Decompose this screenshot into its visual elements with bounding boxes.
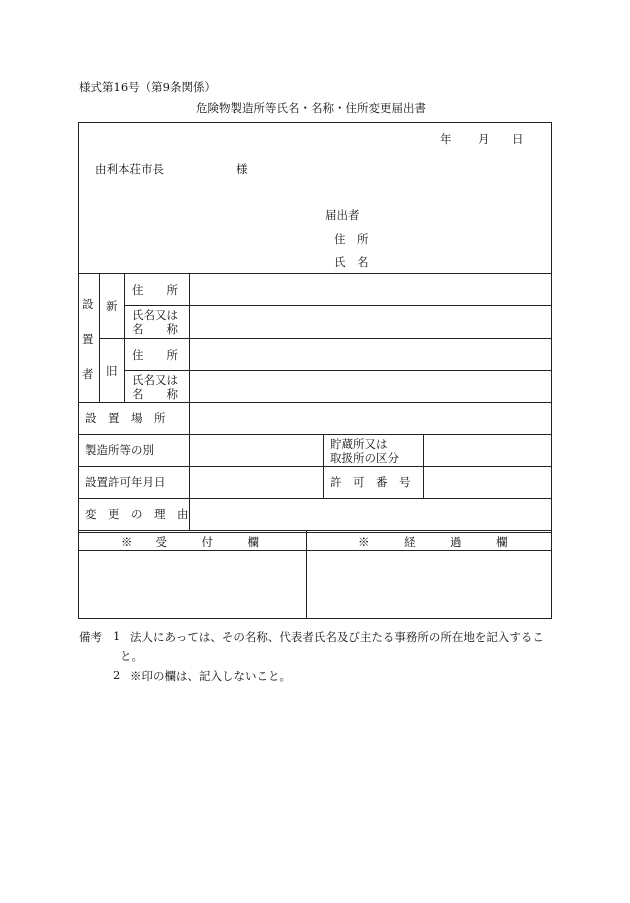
permit-date-label: 設置許可年月日	[85, 475, 166, 489]
new-label: 新	[106, 299, 118, 313]
vline-reception	[306, 531, 307, 619]
divider-installer	[78, 402, 552, 403]
divider-new-old	[99, 338, 552, 339]
reception-label: ※ 受 付 欄	[121, 535, 259, 549]
progress-label: ※ 経 過 欄	[358, 535, 508, 549]
applicant-address-label: 住 所	[334, 232, 369, 246]
new-name-label-1: 氏名又は	[132, 308, 178, 322]
addressee-honorific: 様	[236, 162, 248, 176]
permit-number-label: 許 可 番 号	[330, 475, 411, 489]
vline-newold	[124, 273, 125, 402]
installer-char-1: 設	[82, 297, 94, 311]
date-day-label: 日	[512, 132, 524, 146]
vline-installer	[99, 273, 100, 402]
old-name-label-2: 名 称	[132, 387, 178, 401]
old-address-label: 住 所	[132, 348, 178, 362]
new-address-label: 住 所	[132, 283, 178, 297]
old-name-label-1: 氏名又は	[132, 373, 178, 387]
date-month-label: 月	[478, 132, 490, 146]
divider-header	[78, 273, 552, 274]
remarks-label: 備考	[79, 630, 102, 644]
storage-label-1: 貯蔵所又は	[330, 437, 388, 451]
remarks-item-1-number: 1	[113, 629, 121, 643]
reason-label: 変 更 の 理 由	[85, 507, 189, 521]
divider-double	[78, 530, 552, 533]
new-name-label-2: 名 称	[132, 322, 178, 336]
divider-location	[78, 434, 552, 435]
remarks-item-1-line-2: と。	[120, 649, 143, 663]
form-number: 様式第16号（第9条関係）	[79, 80, 216, 94]
applicant-label: 届出者	[325, 208, 360, 222]
date-year-label: 年	[440, 132, 452, 146]
installer-char-3: 者	[82, 367, 94, 381]
divider-reception-header	[78, 550, 552, 551]
facility-type-label: 製造所等の別	[85, 443, 154, 457]
location-label: 設 置 場 所	[85, 411, 166, 425]
vline-label-col	[189, 273, 190, 531]
applicant-name-label: 氏 名	[334, 255, 369, 269]
remarks-item-1-line-1: 法人にあっては、その名称、代表者氏名及び主たる事務所の所在地を記入するこ	[130, 630, 544, 644]
addressee-name: 由利本荘市長	[95, 162, 164, 176]
vline-mid-2	[423, 434, 424, 498]
storage-label-2: 取扱所の区分	[330, 451, 399, 465]
remarks-item-2-number: 2	[113, 668, 121, 682]
vline-mid-1	[323, 434, 324, 498]
old-label: 旧	[106, 364, 118, 378]
installer-char-2: 置	[82, 332, 94, 346]
divider-facility	[78, 466, 552, 467]
divider-permit	[78, 498, 552, 499]
document-title: 危険物製造所等氏名・名称・住所変更届出書	[196, 101, 426, 115]
remarks-item-2-text: ※印の欄は、記入しないこと。	[130, 669, 291, 683]
